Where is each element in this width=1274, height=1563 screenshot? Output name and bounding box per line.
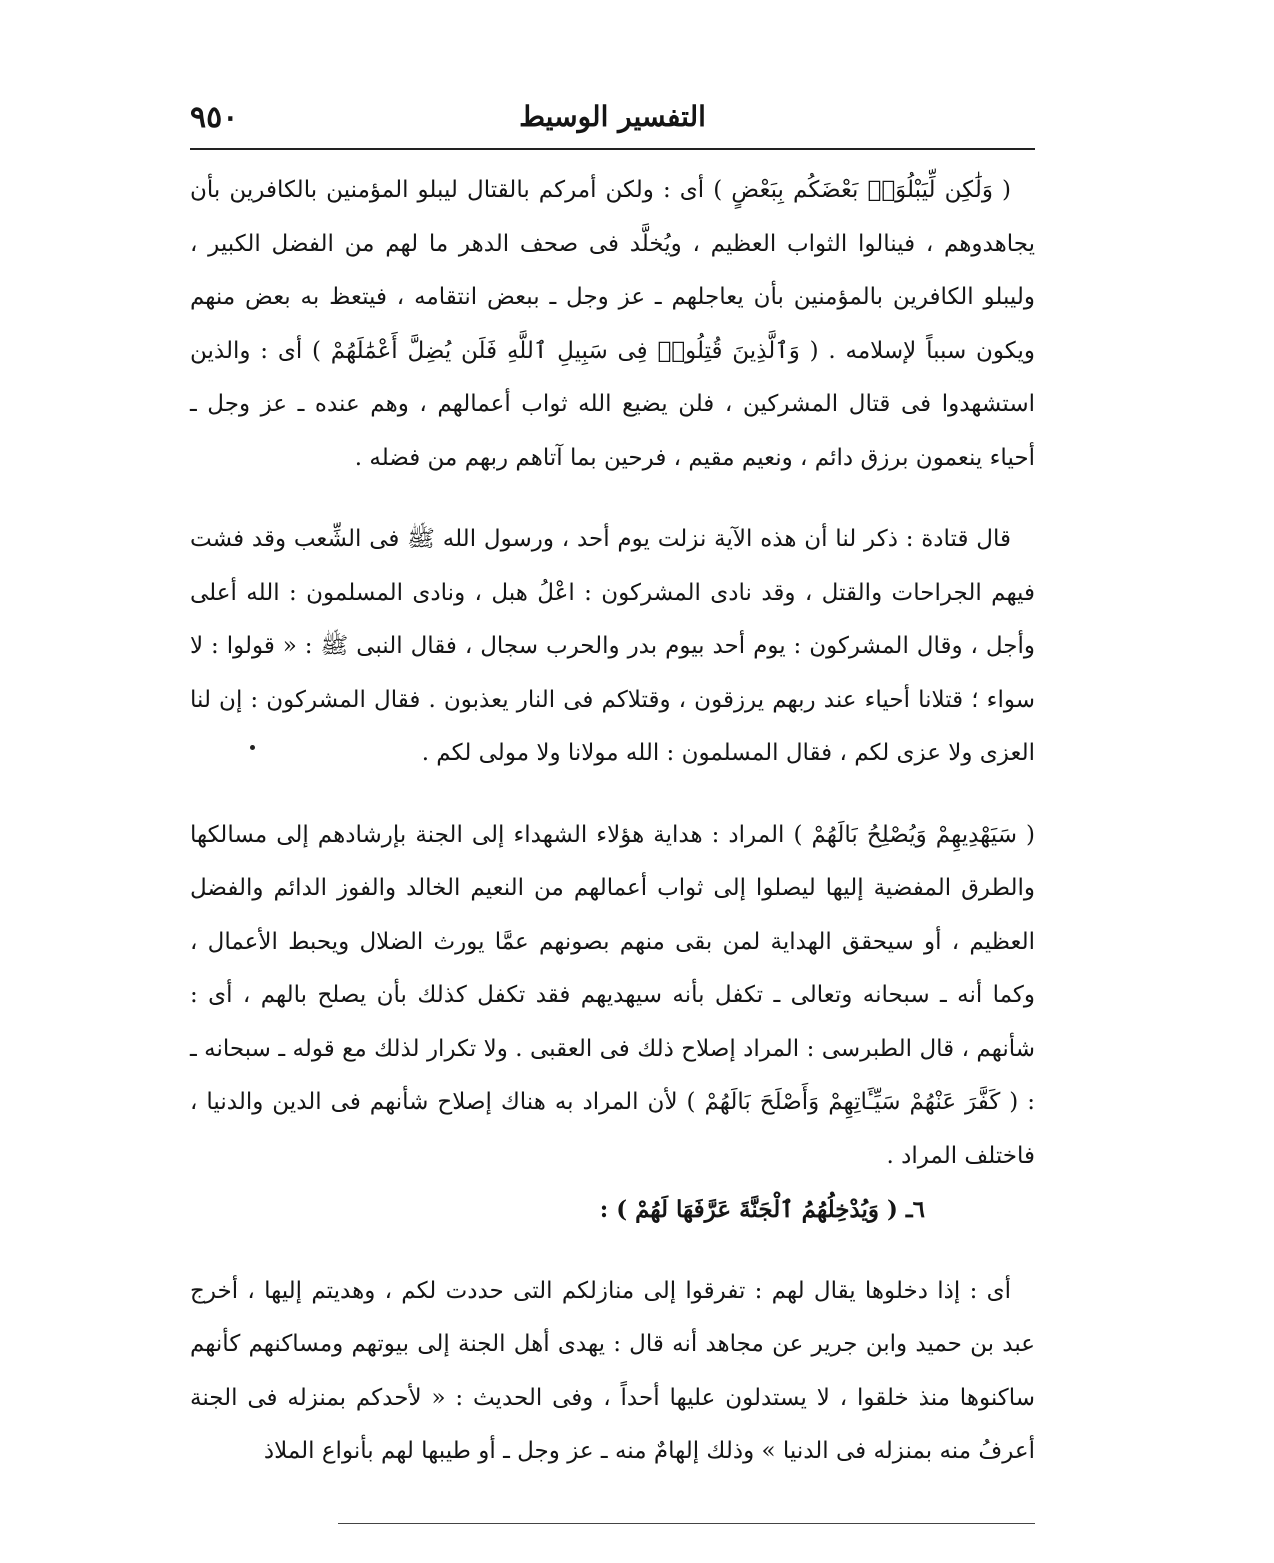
scan-speck (250, 745, 255, 750)
footer-rule (338, 1523, 1035, 1524)
header-rule (190, 148, 1035, 150)
verse-heading: ٦ـ ( وَيُدْخِلُهُمُ ٱلْجَنَّةَ عَرَّفَهَا لَهُمْ ) : (599, 1196, 925, 1223)
paragraph-1: ( وَلَٰكِن لِّيَبْلُوَا۟ بَعْضَكُم بِبَعْضٍ ) أى : ولكن أمركم بالقتال ليبلو المؤمنين بالكافرين بأن يجاهدوهم ، فينالوا الثواب العظيم ، ويُخلَّد فى صحف الدهر ما لهم من الفضل الكبير ، وليبلو الكافرين بالمؤمنين بأن يعاجلهم ـ عز وجل ـ ببعض انتقامه ، فيتعظ به بعض منهم ويكون سبباً لإسلامه . ( وَٱلَّذِينَ قُتِلُوا۟ فِى سَبِيلِ ٱللَّهِ فَلَن يُضِلَّ أَعْمَٰلَهُمْ ) أى : والذين استشهدوا فى قتال المشركين ، فلن يضيع الله ثواب أعمالهم ، وهم عنده ـ عز وجل ـ أحياء ينعمون برزق دائم ، ونعيم مقيم ، فرحين بما آتاهم ربهم من فضله . (190, 177, 1035, 471)
running-title: التفسير الوسيط (519, 100, 706, 133)
paragraph-3: ( سَيَهْدِيهِمْ وَيُصْلِحُ بَالَهُمْ ) المراد : هداية هؤلاء الشهداء إلى الجنة بإرشادهم إلى مسالكها والطرق المفضية إليها ليصلوا إلى ثواب أعمالهم من النعيم الخالد والفوز الدائم والفضل العظيم ، أو سيحقق الهداية لمن بقى منهم بصونهم عمَّا يورث الضلال ويحبط الأعمال ، وكما أنه ـ سبحانه وتعالى ـ تكفل بأنه سيهديهم فقد تكفل كذلك بأن يصلح بالهم ، أى : شأنهم ، قال الطبرسى : المراد إصلاح ذلك فى العقبى . ولا تكرار لذلك مع قوله ـ سبحانه ـ : ( كَفَّرَ عَنْهُمْ سَيِّـَٔاتِهِمْ وَأَصْلَحَ بَالَهُمْ ) لأن المراد به هناك إصلاح شأنهم فى الدين والدنيا ، فاختلف المراد . (190, 821, 1035, 1169)
paragraph-2: قال قتادة : ذكر لنا أن هذه الآية نزلت يوم أحد ، ورسول الله ﷺ فى الشِّعب وقد فشت فيهم الجراحات والقتل ، وقد نادى المشركون : اعْلُ هبل ، ونادى المسلمون : الله أعلى وأجل ، وقال المشركون : يوم أحد بيوم بدر والحرب سجال ، فقال النبى ﷺ : « قولوا : لا سواء ؛ قتلانا أحياء عند ربهم يرزقون ، وقتلاكم فى النار يعذبون . فقال المشركون : إن لنا العزى ولا عزى لكم ، فقال المسلمون : الله مولانا ولا مولى لكم . (190, 526, 1035, 766)
page-header (190, 100, 1035, 140)
paragraph-4: أى : إذا دخلوها يقال لهم : تفرقوا إلى منازلكم التى حددت لكم ، وهديتم إليها ، أخرج عبد بن حميد وابن جرير عن مجاهد أنه قال : يهدى أهل الجنة إلى بيوتهم ومساكنهم كأنهم ساكنوها منذ خلقوا ، لا يستدلون عليها أحداً ، وفى الحديث : « لأحدكم بمنزله فى الجنة أعرفُ منه بمنزله فى الدنيا » وذلك إلهامٌ منه ـ عز وجل ـ أو طيبها لهم بأنواع الملاذ (190, 1277, 1035, 1464)
page-number: ٩٥٠ (190, 100, 239, 135)
body-text (190, 164, 1035, 1479)
